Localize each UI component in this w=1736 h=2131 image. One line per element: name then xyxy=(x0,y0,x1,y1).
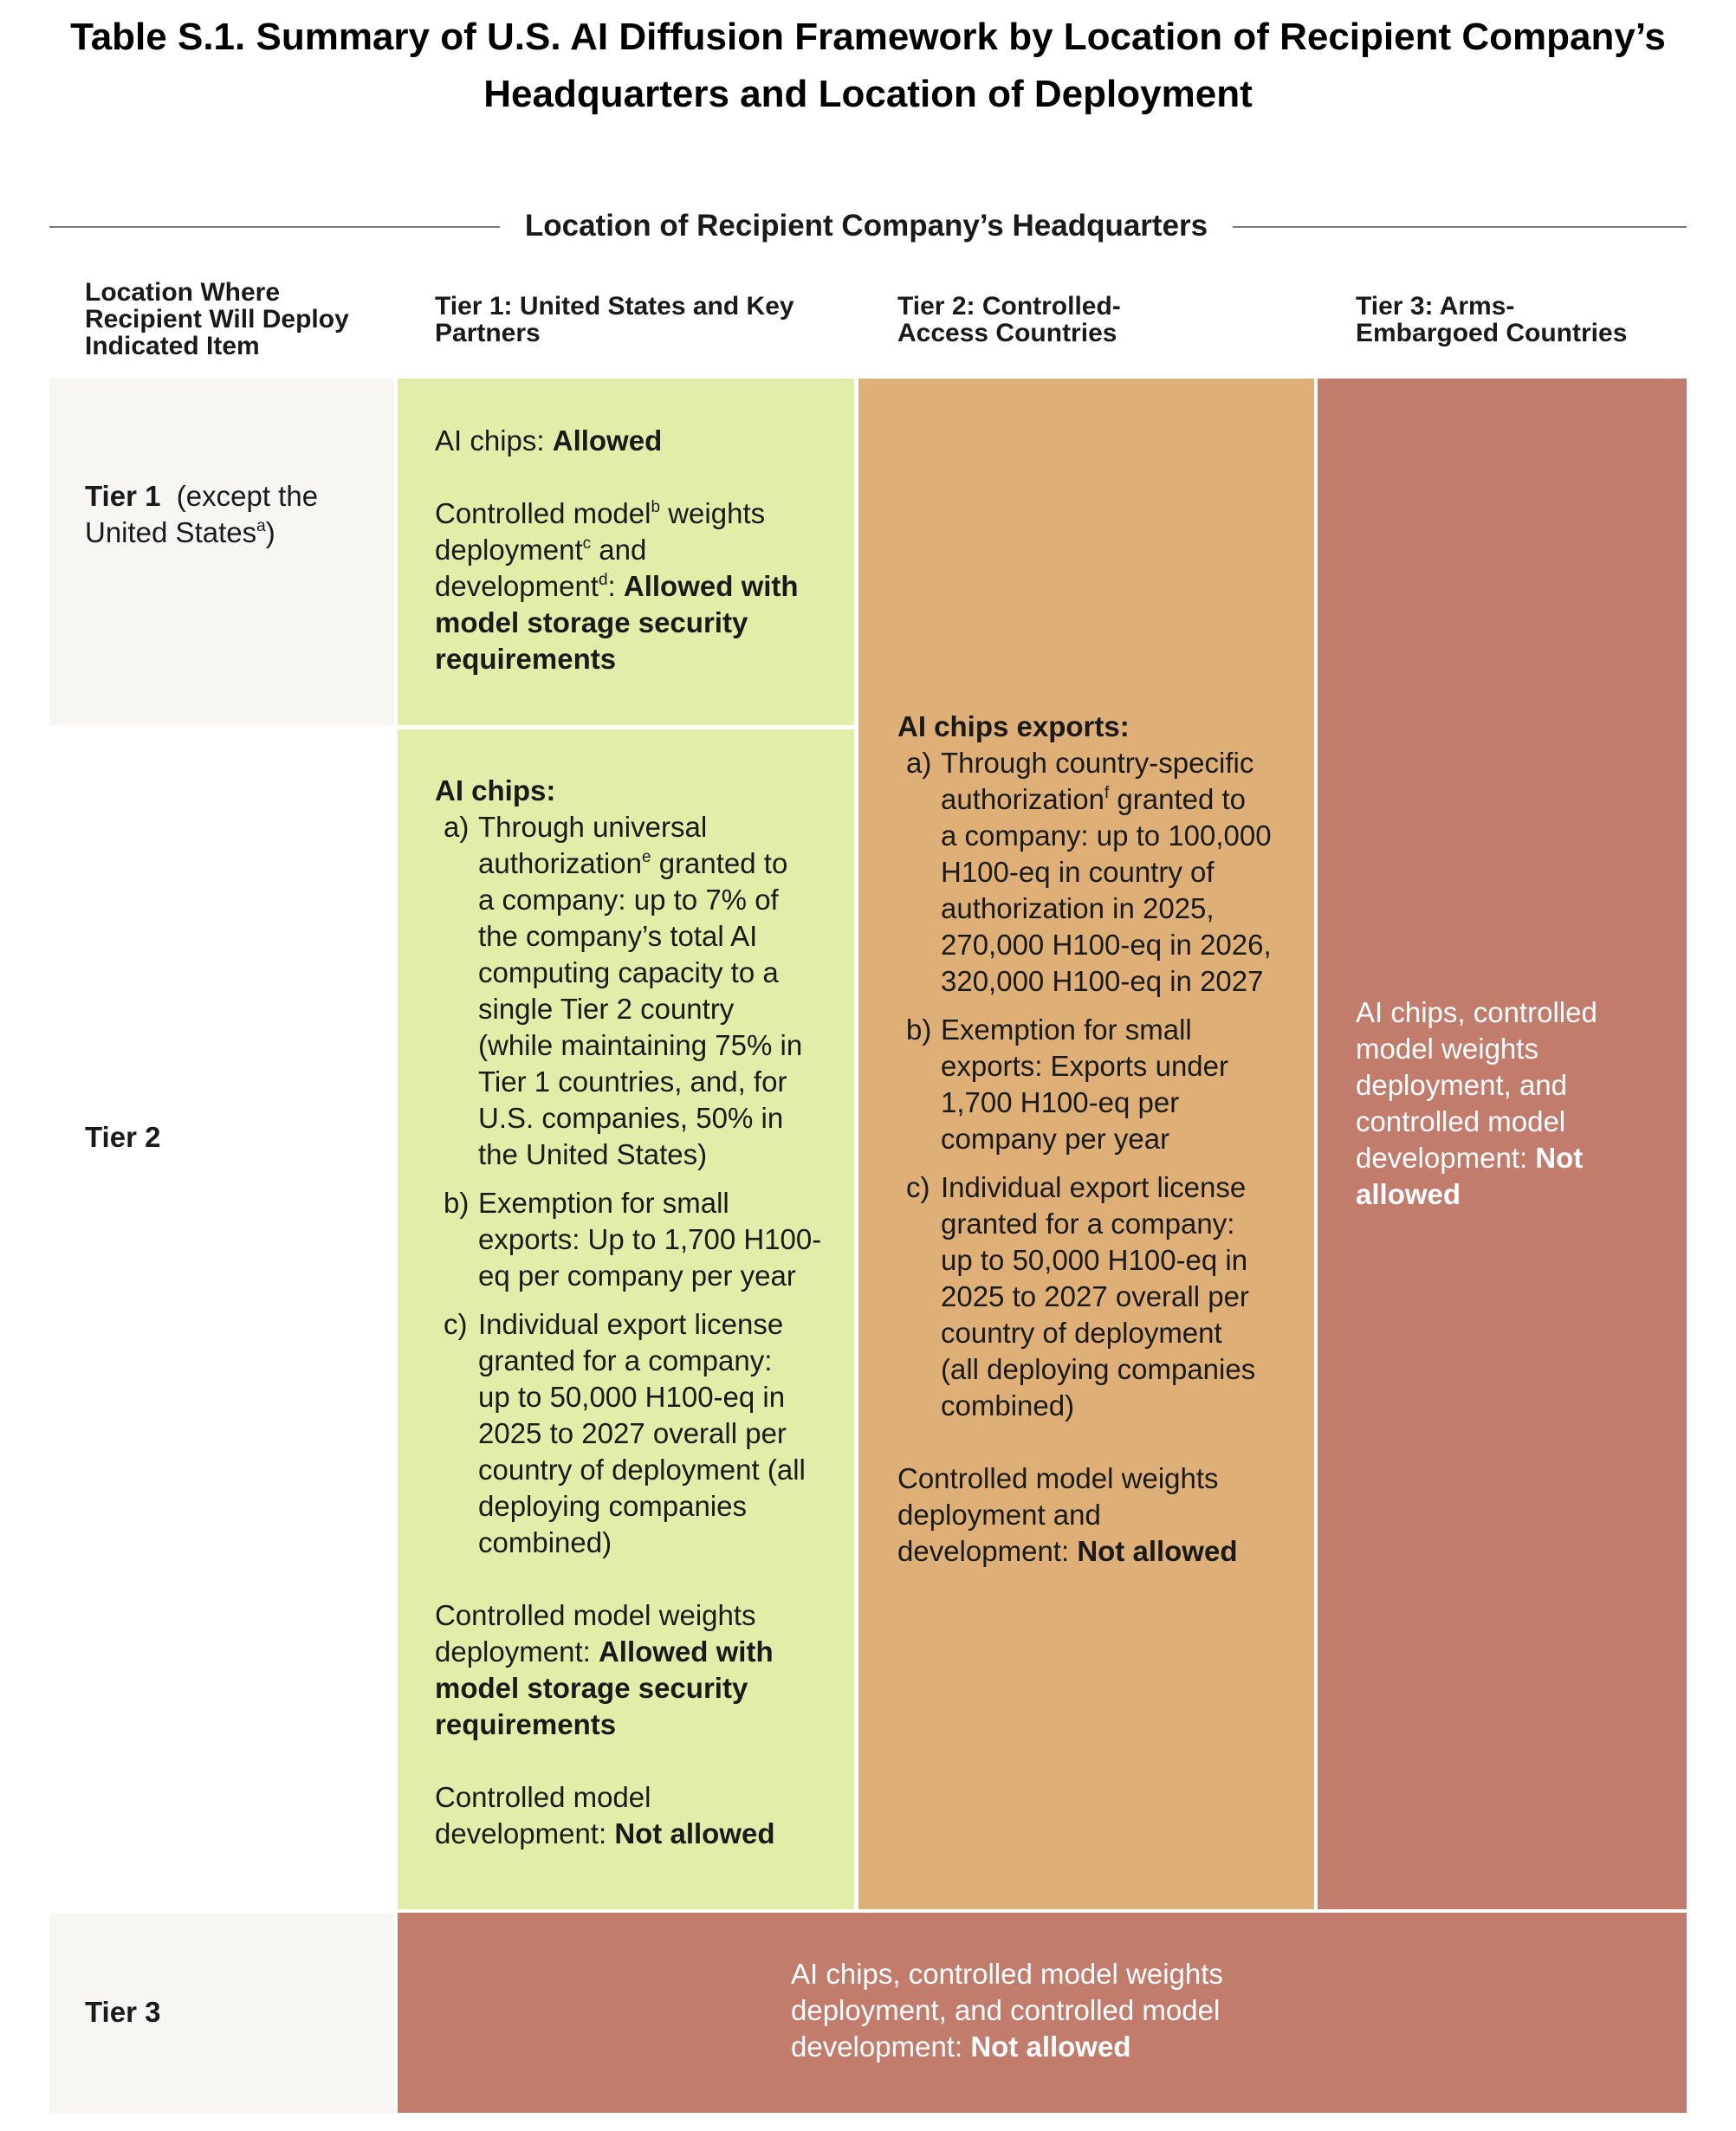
t1t1-l1b: weights xyxy=(660,497,766,529)
t1t1-l5: requirements xyxy=(435,643,617,675)
t3all-l1: AI chips, controlled model weights xyxy=(791,1958,1223,1990)
t12t3-l5a: development: xyxy=(1356,1142,1536,1174)
t2t1-item-c xyxy=(435,1306,854,1561)
t12t2-c-4: 2025 to 2027 overall per xyxy=(941,1280,1249,1312)
t2t1-a-2a: authorization xyxy=(478,847,642,879)
tier1-header-line-2: Partners xyxy=(435,319,541,347)
t12t2-a-4: H100-eq in country of xyxy=(941,856,1215,888)
t12t3-l5bold: Not xyxy=(1535,1142,1584,1174)
hq-rule-left xyxy=(49,226,500,228)
t3all-l3a: development: xyxy=(791,2031,971,2063)
t3all-l2: deployment, and controlled model xyxy=(791,1994,1221,2026)
tier1-label-rest: (except the xyxy=(176,480,319,512)
t12t2-c-6: (all deploying companies xyxy=(941,1353,1256,1385)
t2t1-b-2: exports: Up to 1,700 H100- xyxy=(478,1223,822,1255)
t2t1-w-1: Controlled model weights xyxy=(435,1599,756,1631)
t2t1-a-3: a company: up to 7% of xyxy=(478,884,779,916)
tier3-label: Tier 3 xyxy=(85,1996,161,2028)
t12t2-b-marker: b) xyxy=(906,1014,932,1046)
t12t3-l3: deployment, and xyxy=(1356,1069,1568,1101)
t12t2-w-1: Controlled model weights xyxy=(897,1462,1219,1494)
t12t2-c-2: granted for a company: xyxy=(941,1208,1235,1240)
tier1-label-close: ) xyxy=(265,516,275,548)
tier3-header-line-1: Tier 3: Arms- xyxy=(1356,292,1515,321)
t2t1-a-8: Tier 1 countries, and, for xyxy=(478,1066,787,1098)
t2t1-c-2: granted for a company: xyxy=(478,1344,773,1376)
t2t1-b-1: Exemption for small xyxy=(478,1187,729,1219)
t12t2-a-5: authorization in 2025, xyxy=(941,892,1215,924)
row-label-tier1 xyxy=(85,478,318,551)
t12t2-a-marker: a) xyxy=(906,747,932,779)
t12t2-a-6: 270,000 H100-eq in 2026, xyxy=(941,929,1272,961)
t1t1-l4: model storage security xyxy=(435,606,748,638)
t12t2-a-3: a company: up to 100,000 xyxy=(941,819,1272,852)
deploy-header-line-3: Indicated Item xyxy=(85,332,260,360)
cell-tier2-tier1 xyxy=(398,729,854,1909)
t12t2-c-5: country of deployment xyxy=(941,1317,1222,1349)
t12t2-b-1: Exemption for small xyxy=(941,1014,1192,1046)
cell-tier12-tier3 xyxy=(1318,379,1687,1909)
t2t1-w-2bold: Allowed with xyxy=(598,1635,774,1668)
t2t1-a-1: Through universal xyxy=(478,811,708,843)
footnote-b: b xyxy=(651,498,661,516)
t2t1-w-4: requirements xyxy=(435,1708,617,1740)
t2t1-a-5: computing capacity to a xyxy=(478,956,779,988)
tier3-header-line-2: Embargoed Countries xyxy=(1356,319,1628,347)
t12t2-c-7: combined) xyxy=(941,1389,1075,1422)
hq-rule-right xyxy=(1233,226,1687,228)
tier2-header-line-2: Access Countries xyxy=(897,319,1117,347)
t1t1-l3b: : xyxy=(607,570,624,602)
table-title xyxy=(0,9,1736,123)
cell-tier1-tier1 xyxy=(398,379,854,725)
hq-header: Location of Recipient Company’s Headquarters xyxy=(524,209,1208,243)
t12t3-l2: model weights xyxy=(1356,1033,1538,1065)
t2t1-d-1: Controlled model xyxy=(435,1781,651,1813)
tier2-header-line-1: Tier 2: Controlled- xyxy=(897,292,1121,321)
t12t2-a-7: 320,000 H100-eq in 2027 xyxy=(941,965,1264,997)
footnote-f: f xyxy=(1104,784,1110,802)
tier1-label-bold: Tier 1 xyxy=(85,480,161,512)
tier3-hq-header xyxy=(1356,293,1627,347)
t1t1-l3a: development xyxy=(435,570,599,602)
row-label-tier2 xyxy=(85,1119,160,1156)
t12t2-w-3a: development: xyxy=(897,1535,1078,1567)
t2t1-b-3: eq per company per year xyxy=(478,1260,796,1292)
footnote-e: e xyxy=(641,848,651,866)
t2t1-a-9: U.S. companies, 50% in xyxy=(478,1102,784,1134)
cell-tier3-all xyxy=(398,1913,1687,2113)
t2t1-d-2a: development: xyxy=(435,1817,615,1849)
t1t1-chips-label: AI chips: xyxy=(435,424,553,457)
t1t1-l1a: Controlled model xyxy=(435,497,651,529)
t2t1-a-marker: a) xyxy=(444,811,470,843)
t1t1-l2a: deployment xyxy=(435,534,583,566)
t12t2-c-1: Individual export license xyxy=(941,1171,1247,1203)
tier2-label: Tier 2 xyxy=(85,1121,161,1153)
t12t2-item-c xyxy=(897,1169,1314,1424)
t12t2-a-2b: granted to xyxy=(1109,783,1247,815)
t2t1-item-b xyxy=(435,1185,854,1294)
t2t1-c-3: up to 50,000 H100-eq in xyxy=(478,1381,786,1413)
t3all-l3bold: Not allowed xyxy=(970,2031,1131,2063)
t2t1-b-marker: b) xyxy=(444,1187,470,1219)
footnote-c: c xyxy=(582,534,592,553)
t12t2-a-1: Through country-specific xyxy=(941,747,1254,779)
t2t1-c-1: Individual export license xyxy=(478,1308,784,1340)
deploy-header-line-2: Recipient Will Deploy xyxy=(85,305,349,334)
t12t2-w-2: deployment and xyxy=(897,1499,1101,1531)
t2t1-w-2a: deployment: xyxy=(435,1635,599,1668)
t2t1-chips-heading: AI chips: xyxy=(435,774,556,806)
t12t3-l6bold: allowed xyxy=(1356,1178,1461,1210)
t2t1-w-3: model storage security xyxy=(435,1672,748,1704)
t2t1-a-2b: granted to xyxy=(651,847,788,879)
deploy-location-header xyxy=(85,279,349,359)
t2t1-a-4: the company’s total AI xyxy=(478,920,758,952)
deploy-header-line-1: Location Where xyxy=(85,278,281,307)
t12t2-b-2: exports: Exports under xyxy=(941,1050,1228,1082)
t2t1-c-marker: c) xyxy=(444,1308,468,1340)
footnote-d: d xyxy=(598,571,608,589)
t12t2-heading: AI chips exports: xyxy=(897,710,1130,742)
tier1-header-line-1: Tier 1: United States and Key xyxy=(435,292,794,321)
t2t1-chips-list xyxy=(435,809,854,1561)
t12t2-b-4: company per year xyxy=(941,1123,1170,1155)
cell-tier12-tier2 xyxy=(858,379,1314,1909)
t2t1-a-10: the United States) xyxy=(478,1138,708,1170)
t2t1-a-6: single Tier 2 country xyxy=(478,993,735,1025)
t2t1-item-a xyxy=(435,809,854,1173)
t2t1-c-7: combined) xyxy=(478,1526,612,1558)
t12t2-a-2a: authorization xyxy=(941,783,1104,815)
t1t1-chips-value: Allowed xyxy=(552,424,663,457)
t2t1-c-5: country of deployment (all xyxy=(478,1454,806,1486)
t1t1-l3bold: Allowed with xyxy=(623,570,799,602)
t2t1-d-2bold: Not allowed xyxy=(614,1817,775,1849)
row-label-tier1-bg xyxy=(49,379,394,725)
t12t2-item-a xyxy=(897,745,1314,1000)
tier2-hq-header xyxy=(897,293,1121,347)
tier1-hq-header xyxy=(435,293,794,347)
t2t1-c-4: 2025 to 2027 overall per xyxy=(478,1417,787,1449)
t2t1-c-6: deploying companies xyxy=(478,1490,748,1522)
footnote-a: a xyxy=(256,517,266,535)
t12t2-b-3: 1,700 H100-eq per xyxy=(941,1086,1180,1118)
title-line-2: Headquarters and Location of Deployment xyxy=(483,73,1253,115)
t12t2-c-marker: c) xyxy=(906,1171,930,1203)
t12t2-w-3bold: Not allowed xyxy=(1077,1535,1238,1567)
t12t3-l1: AI chips, controlled xyxy=(1356,996,1597,1028)
t1t1-l2b: and xyxy=(591,534,647,566)
row-label-tier3 xyxy=(85,1994,160,2031)
t12t2-c-3: up to 50,000 H100-eq in xyxy=(941,1244,1248,1276)
tier1-label-line2: United States xyxy=(85,516,257,548)
t12t2-item-b xyxy=(897,1012,1314,1157)
title-line-1: Table S.1. Summary of U.S. AI Diffusion Framework by Location of Recipient Company’s xyxy=(70,16,1666,58)
t12t2-chips-list xyxy=(897,745,1314,1424)
t2t1-a-7: (while maintaining 75% in xyxy=(478,1029,803,1061)
t12t3-l4: controlled model xyxy=(1356,1105,1566,1137)
